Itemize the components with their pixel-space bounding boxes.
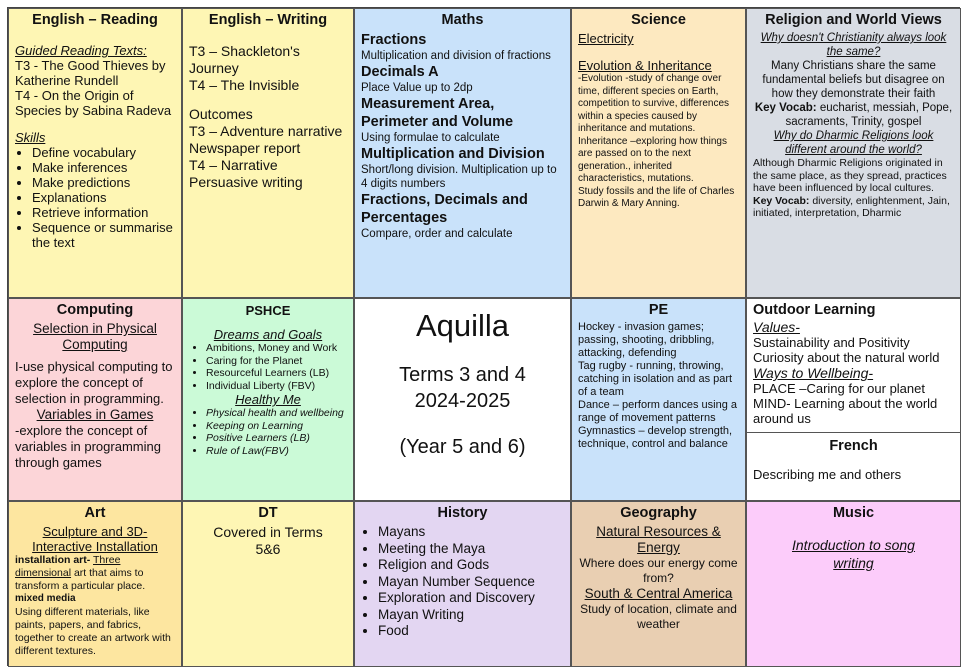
list-item: • Ambitions, Money and Work: [206, 342, 347, 355]
computing-title: Computing: [56, 302, 134, 318]
outdoor-french-cell: [746, 298, 961, 501]
computing-text-1: I-use physical computing to explore the concept of selection in programming.: [15, 359, 173, 406]
geography-topic-2: South & Central America: [584, 586, 733, 601]
science-title: Science: [631, 12, 686, 28]
art-topic: Sculpture and 3D-Interactive Installation: [32, 524, 158, 554]
maths-text: Multiplication and division of fractions: [361, 50, 551, 62]
religion-question-1: Why doesn't Christianity always look the same?: [760, 32, 947, 58]
maths-text: Using formulae to calculate: [361, 132, 500, 144]
science-topic-evolution: Evolution & Inheritance: [578, 58, 712, 73]
art-text-installation: art that aims to transform a particular place.: [15, 567, 146, 592]
maths-title: Maths: [441, 12, 484, 28]
geography-cell: [571, 501, 746, 667]
list-item: • Explanations: [32, 190, 175, 205]
outcome-item: Newspaper report: [189, 140, 301, 156]
years-text: (Year 5 and 6): [399, 436, 526, 458]
art-text-mixed-media: Using different materials, like paints, papers, and fabrics, together to create an artwork with different textures.: [15, 605, 171, 657]
values-item: Sustainability and Positivity: [753, 335, 910, 350]
geography-title: Geography: [620, 505, 697, 521]
history-cell: [354, 501, 571, 667]
pshce-list-1: [189, 342, 347, 392]
english-writing-cell: [182, 8, 354, 298]
religion-cell: [746, 8, 961, 298]
pshce-cell: [182, 298, 354, 501]
dt-title: DT: [258, 505, 278, 521]
pshce-topic-1: Dreams and Goals: [213, 327, 323, 342]
computing-topic-2: Variables in Games: [36, 407, 154, 422]
wellbeing-heading: Ways to Wellbeing-: [753, 365, 874, 381]
key-vocab-2: diversity, enlightenment, Jain, initiated, interpretation, Dharmic: [753, 194, 950, 219]
list-item: • Caring for the Planet: [206, 355, 347, 368]
art-title: Art: [84, 505, 106, 521]
religion-question-2: Why do Dharmic Religions look different around the world?: [773, 130, 934, 156]
skills-heading: Skills: [15, 130, 46, 145]
french-text: Describing me and others: [753, 467, 902, 482]
science-note: Study fossils and the life of Charles Darwin & Mary Anning.: [578, 185, 735, 209]
maths-text: Place Value up to 2dp: [361, 82, 473, 94]
science-note: Inheritance –exploring how things are passed on to the next generation., inherited characteristics, mutations.: [578, 135, 727, 184]
list-item: • Rule of Law(FBV): [206, 445, 347, 458]
list-item: • Make predictions: [32, 175, 175, 190]
pe-item: Gymnastics – develop strength, technique, control and balance: [578, 425, 733, 450]
wellbeing-item: PLACE –Caring for our planet: [753, 381, 925, 396]
geography-topic-1: Natural Resources & Energy: [596, 524, 721, 555]
music-title: Music: [832, 505, 875, 521]
wellbeing-item: MIND- Learning about the world around us: [753, 396, 938, 426]
outcome-item: T3 – Adventure narrative: [189, 123, 343, 139]
list-item: • Keeping on Learning: [206, 420, 347, 433]
writing-line: T3 – Shackleton's Journey: [189, 43, 300, 76]
religion-paragraph-2: Although Dharmic Religions originated in the same place, as they spread, practices have been influenced by local cultures.: [753, 157, 947, 194]
class-name: Aquilla: [415, 308, 510, 343]
list-item: • Individual Liberty (FBV): [206, 380, 347, 393]
english-reading-title: English – Reading: [32, 12, 158, 28]
list-item: • Sequence or summarise the text: [32, 220, 175, 250]
terms-text: Terms 3 and 4: [399, 364, 526, 386]
maths-cell: [354, 8, 571, 298]
reading-text-t3: T3 - The Good Thieves by Katherine Rundell: [15, 58, 166, 88]
key-vocab-label: Key Vocab:: [753, 194, 810, 207]
list-item: • Exploration and Discovery: [378, 590, 564, 607]
french-title: French: [829, 438, 878, 454]
science-cell: [571, 8, 746, 298]
pshce-topic-2: Healthy Me: [235, 392, 301, 407]
maths-text: Compare, order and calculate: [361, 228, 513, 240]
pe-title: PE: [648, 302, 669, 318]
list-item: • Retrieve information: [32, 205, 175, 220]
computing-topic-1: Selection in Physical Computing: [33, 321, 157, 352]
outcomes-heading: Outcomes: [189, 106, 253, 122]
list-item: • Make inferences: [32, 160, 175, 175]
values-heading: Values-: [753, 319, 800, 335]
geography-text-2: Study of location, climate and weather: [580, 602, 737, 631]
list-item: • Religion and Gods: [378, 557, 564, 574]
maths-heading: Measurement Area, Perimeter and Volume: [361, 96, 514, 130]
computing-cell: [8, 298, 182, 501]
art-cell: [8, 501, 182, 667]
pshce-list-2: [189, 407, 347, 457]
religion-title: Religion and World Views: [765, 12, 942, 28]
pshce-title: PSHCE: [245, 303, 291, 318]
skills-list: [15, 145, 175, 250]
list-item: • Physical health and wellbeing: [206, 407, 347, 420]
pe-item: Dance – perform dances using a range of movement patterns: [578, 399, 737, 424]
maths-text: Short/long division. Multiplication up to 4 digits numbers: [361, 164, 557, 190]
outcome-item: Persuasive writing: [189, 174, 303, 190]
list-item: • Positive Learners (LB): [206, 432, 347, 445]
list-item: • Mayans: [378, 524, 564, 541]
music-cell: [746, 501, 961, 667]
dt-cell: [182, 501, 354, 667]
english-reading-cell: [8, 8, 182, 298]
computing-text-2: -explore the concept of variables in programming through games: [15, 423, 161, 470]
maths-heading: Fractions: [361, 32, 427, 48]
pe-item: Tag rugby - running, throwing, catching in isolation and as part of a team: [578, 360, 733, 398]
list-item: • Define vocabulary: [32, 145, 175, 160]
writing-line: T4 – The Invisible: [189, 77, 300, 93]
maths-heading: Fractions, Decimals and Percentages: [361, 192, 528, 226]
dt-text: Covered in Terms 5&6: [213, 524, 323, 557]
science-topic-electricity: Electricity: [578, 31, 634, 46]
list-item: • Food: [378, 623, 564, 640]
center-cell: [354, 298, 571, 501]
guided-reading-heading: Guided Reading Texts:: [15, 43, 147, 58]
art-label-installation: installation art-: [15, 554, 91, 566]
outdoor-learning-title: Outdoor Learning: [753, 302, 876, 318]
pe-item: Hockey - invasion games; passing, shooting, dribbling, attacking, defending: [578, 321, 715, 359]
list-item: • Meeting the Maya: [378, 541, 564, 558]
list-item: • Resourceful Learners (LB): [206, 367, 347, 380]
art-text-three-dimensional: Three dimensional: [15, 554, 121, 579]
maths-heading: Multiplication and Division: [361, 146, 545, 162]
maths-heading: Decimals A: [361, 64, 439, 80]
list-item: • Mayan Number Sequence: [378, 574, 564, 591]
history-title: History: [437, 505, 488, 521]
values-item: Curiosity about the natural world: [753, 350, 940, 365]
curriculum-grid: [7, 7, 960, 666]
key-vocab-1: eucharist, messiah, Pope, sacraments, Trinity, gospel: [785, 102, 953, 128]
geography-text-1: Where does our energy come from?: [579, 556, 738, 585]
key-vocab-label: Key Vocab:: [754, 102, 817, 114]
reading-text-t4: T4 - On the Origin of Species by Sabina Radeva: [15, 88, 172, 118]
year-text: 2024-2025: [414, 390, 511, 412]
history-list: [361, 524, 564, 640]
music-topic: Introduction to song writing: [792, 537, 915, 571]
english-writing-title: English – Writing: [208, 12, 328, 28]
list-item: • Mayan Writing: [378, 607, 564, 624]
art-label-mixed-media: mixed media: [15, 593, 76, 604]
religion-paragraph-1: Many Christians share the same fundamental beliefs but disagree on how they demonstrate their faith: [762, 60, 945, 100]
outcome-item: T4 – Narrative: [189, 157, 278, 173]
science-note: -Evolution -study of change over time, different species on Earth, competition to survive, differences within a species caused by inheritance and mutations.: [578, 73, 730, 134]
pe-cell: [571, 298, 746, 501]
